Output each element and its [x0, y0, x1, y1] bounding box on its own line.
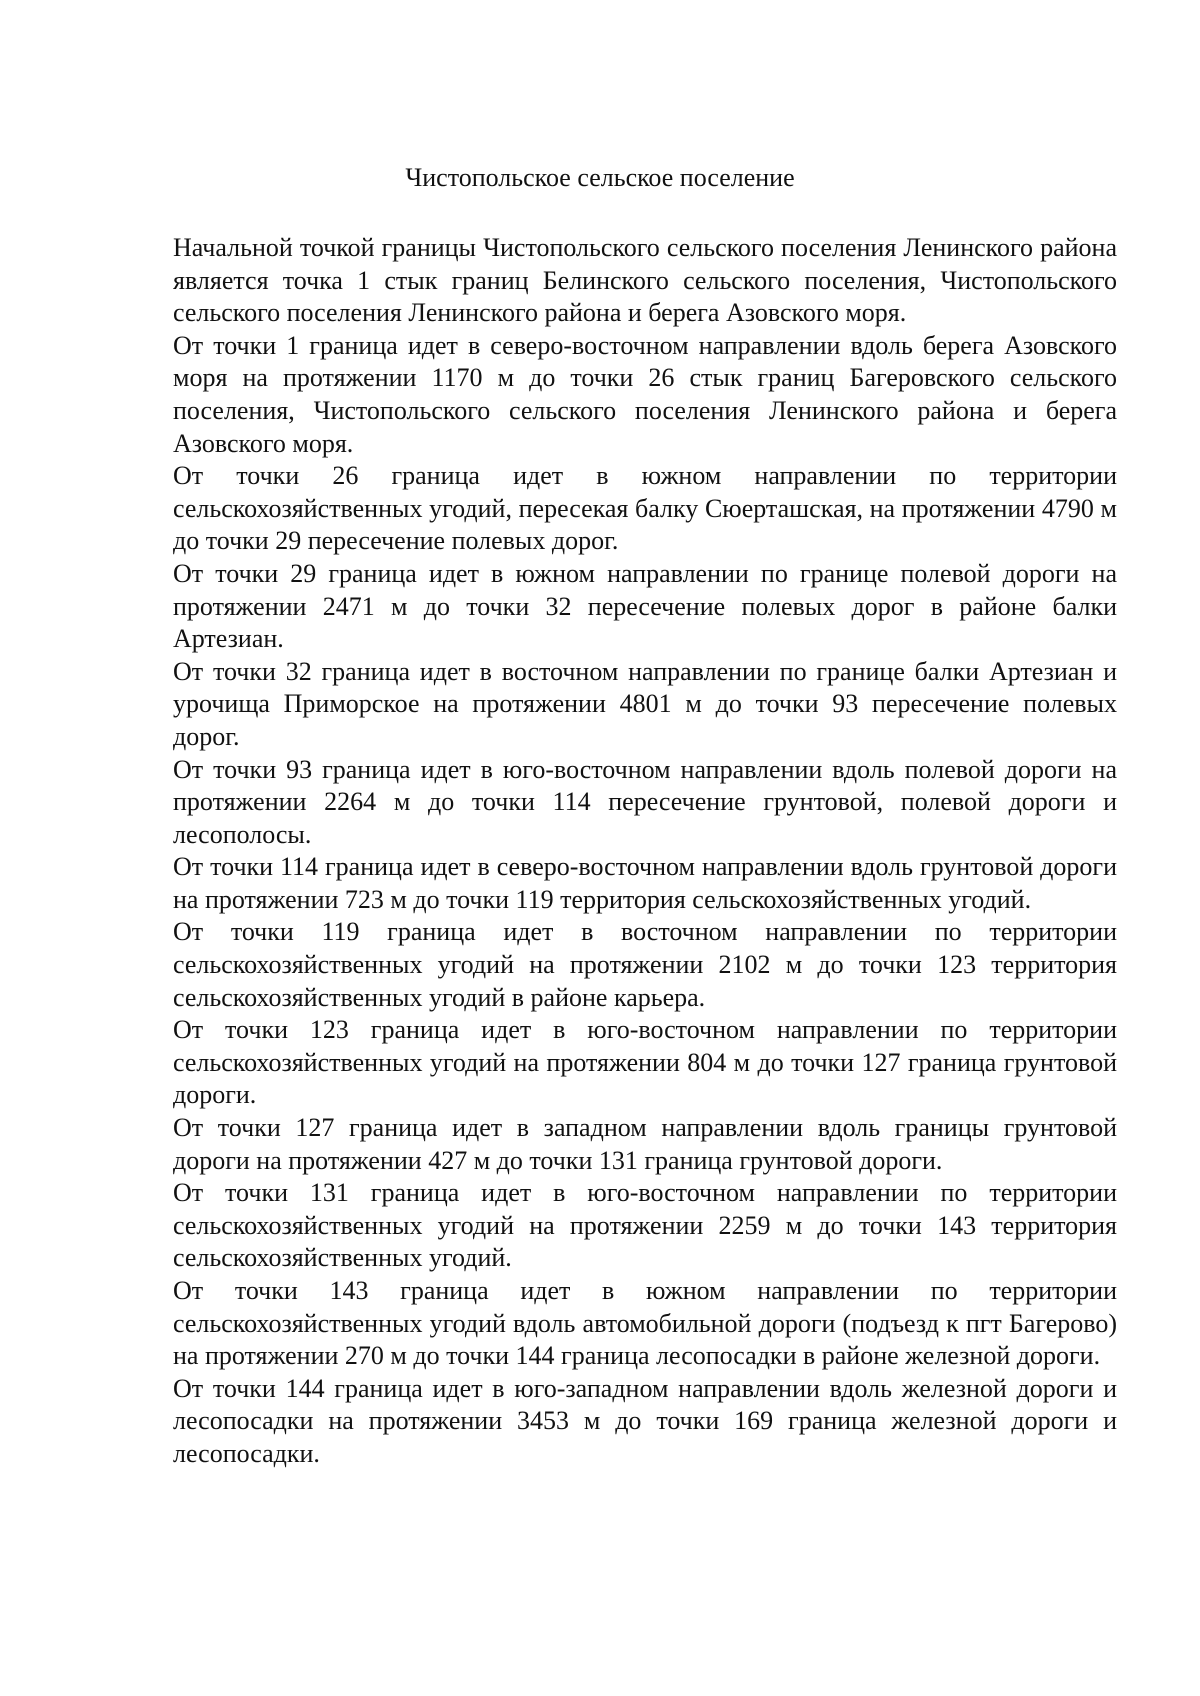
paragraph-9: От точки 123 граница идет в юго-восточном направлении по территории сельскохозяйственных угодий на протяжении 804 м до точки 127 граница грунтовой дороги. — [173, 1015, 1117, 1110]
document-body — [173, 232, 1117, 1471]
paragraph-3: От точки 26 граница идет в южном направлении по территории сельскохозяйственных угодий, пересекая балку Сюерташская, на протяжении 4790 м до точки 29 пересечение полевых дорог. — [173, 461, 1117, 556]
paragraph-1: Начальной точкой границы Чистопольского сельского поселения Ленинского района является точка 1 стык границ Белинского сельского поселения, Чистопольского сельского поселения Ленинского района и берега Азовского моря. — [173, 233, 1117, 328]
paragraph-4: От точки 29 граница идет в южном направлении по границе полевой дороги на протяжении 2471 м до точки 32 пересечение полевых дорог в районе балки Артезиан. — [173, 558, 1117, 654]
paragraph-10: От точки 127 граница идет в западном направлении вдоль границы грунтовой дороги на протяжении 427 м до точки 131 граница грунтовой дороги. — [173, 1113, 1117, 1175]
document-title: Чистопольское сельское поселение — [405, 163, 795, 192]
paragraph-11: От точки 131 граница идет в юго-восточном направлении по территории сельскохозяйственных угодий на протяжении 2259 м до точки 143 территория сельскохозяйственных угодий. — [173, 1178, 1117, 1273]
paragraph-12: От точки 143 граница идет в южном направлении по территории сельскохозяйственных угодий вдоль автомобильной дороги (подъезд к пгт Багерово) на протяжении 270 м до точки 144 граница лесопосадки в районе железной дороги. — [173, 1276, 1117, 1371]
paragraph-7: От точки 114 граница идет в северо-восточном направлении вдоль грунтовой дороги на протяжении 723 м до точки 119 территория сельскохозяйственных угодий. — [173, 852, 1117, 914]
paragraph-5: От точки 32 граница идет в восточном направлении по границе балки Артезиан и урочища Приморское на протяжении 4801 м до точки 93 пересечение полевых дорог. — [173, 656, 1117, 751]
paragraph-13: От точки 144 граница идет в юго-западном направлении вдоль железной дороги и лесопосадки на протяжении 3453 м до точки 169 граница железной дороги и лесопосадки. — [173, 1373, 1117, 1468]
paragraph-2: От точки 1 граница идет в северо-восточном направлении вдоль берега Азовского моря на протяжении 1170 м до точки 26 стык границ Багеровского сельского поселения, Чистопольского сельского поселения Ленинского района и берега Азовского моря. — [173, 330, 1117, 458]
paragraph-8: От точки 119 граница идет в восточном направлении по территории сельскохозяйственных угодий на протяжении 2102 м до точки 123 территория сельскохозяйственных угодий в районе карьера. — [173, 917, 1117, 1012]
paragraph-6: От точки 93 граница идет в юго-восточном направлении вдоль полевой дороги на протяжении 2264 м до точки 114 пересечение грунтовой, полевой дороги и лесополосы. — [173, 754, 1117, 849]
